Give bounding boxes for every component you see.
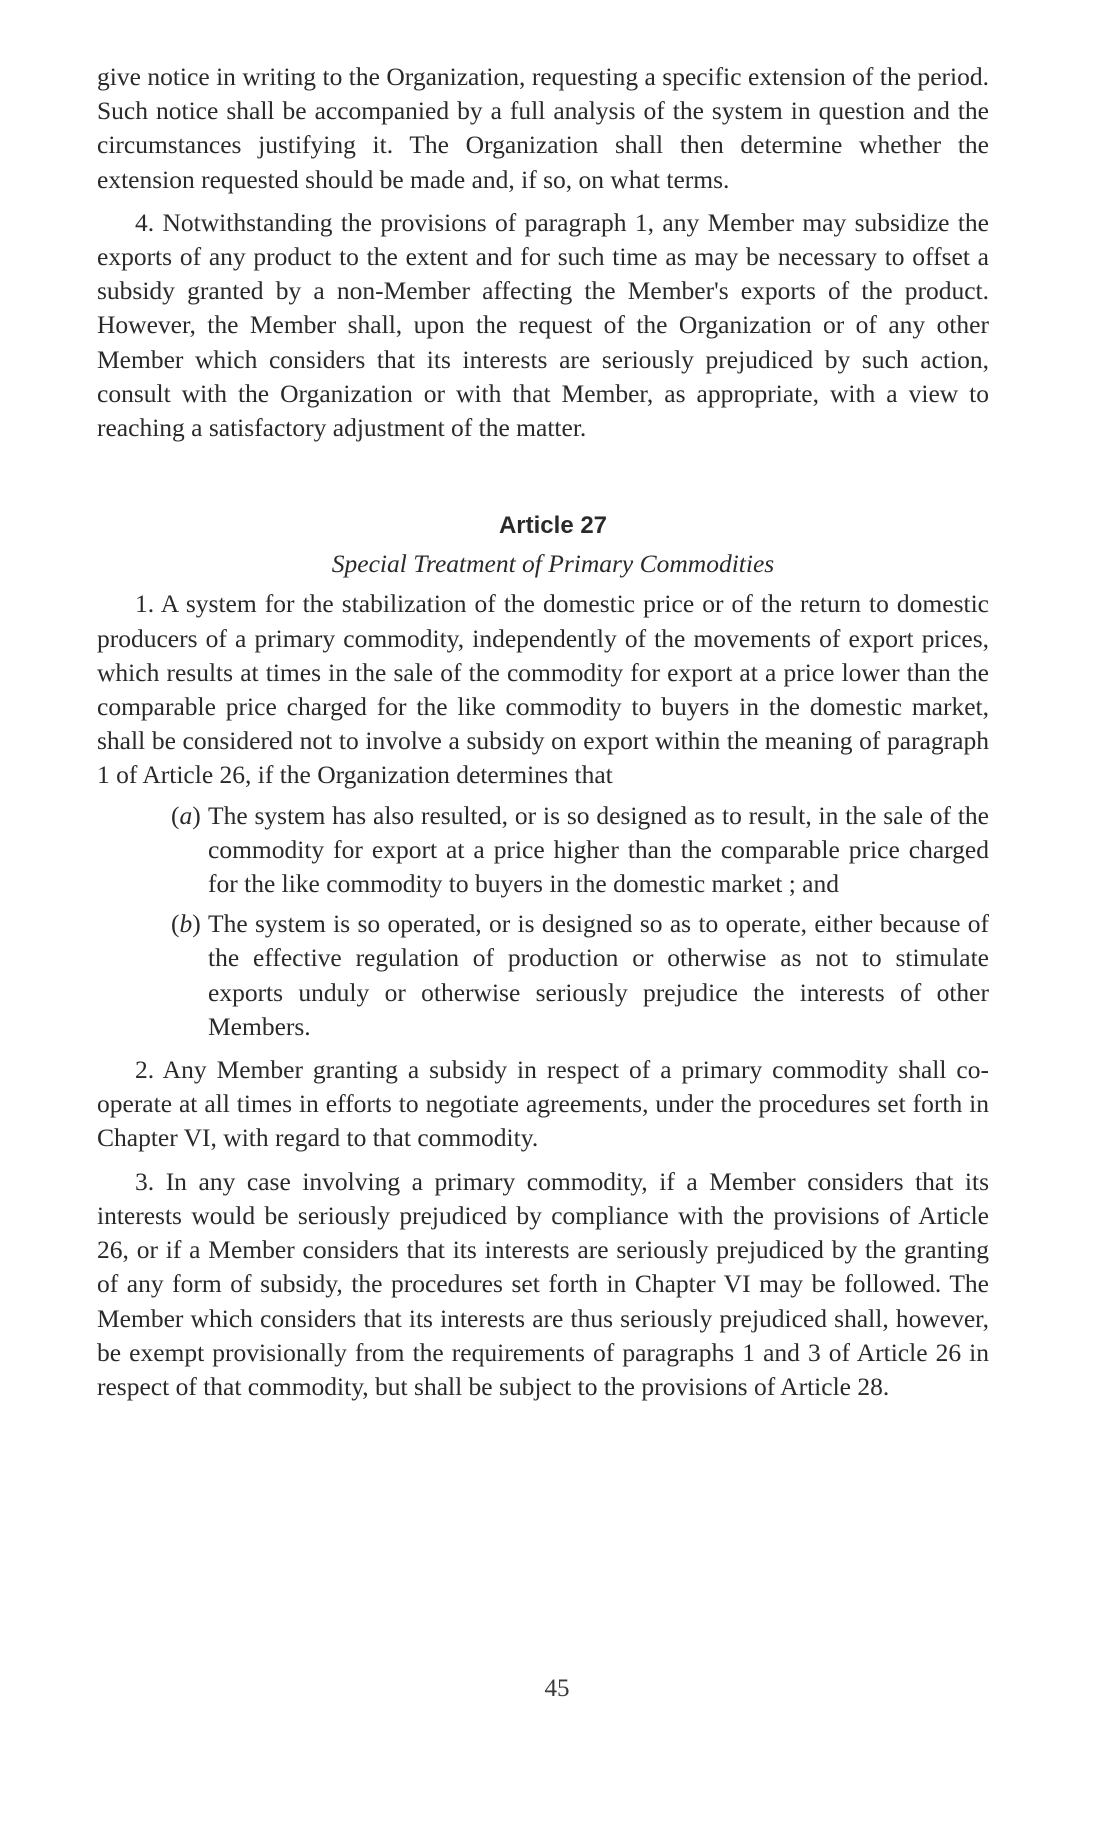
- article-paragraph-2: 2. Any Member granting a subsidy in respect of a primary commodity shall co-operate at all times in efforts to negotiate agreements, under the procedures set forth in Chapter VI, with regard to that commodity.: [97, 1055, 989, 1153]
- list-item-text: The system has also resulted, or is so designed as to result, in the sale of the commodity for export at a price higher than the comparable price charged for the like commodity to buyers in the domestic market ; and: [208, 800, 989, 899]
- article-subtitle: Special Treatment of Primary Commodities: [331, 549, 775, 579]
- article-paragraph-3: 3. In any case involving a primary commodity, if a Member considers that its interests would be seriously prejudiced by compliance with the provisions of Article 26, or if a Member considers that its interests are seriously prejudiced by the granting of any form of subsidy, the procedures set forth in Chapter VI may be followed. The Member which considers that its interests are thus seriously prejudiced shall, however, be exempt provisionally from the requirements of paragraphs 1 and 3 of Article 26 in respect of that commodity, but shall be subject to the provisions of Article 28.: [97, 1166, 989, 1401]
- list-item-label: (b): [171, 909, 201, 939]
- list-item-label: (a): [171, 800, 201, 830]
- document-page: [97, 60, 989, 1404]
- list-item-b: [97, 907, 989, 1044]
- page-number: 45: [544, 1675, 570, 1702]
- list-item-text: The system is so operated, or is designed so as to operate, either because of the effective regulation of production or otherwise as not to stimulate exports unduly or otherwise seriously prejudice the interests of other Members.: [208, 909, 989, 1041]
- article-heading: Article 27: [498, 512, 608, 540]
- list-item-a: [97, 799, 989, 902]
- paragraph-4: 4. Notwithstanding the provisions of paragraph 1, any Member may subsidize the exports of any product to the extent and for such time as may be necessary to offset a subsidy granted by a non-Member affecting the Member's exports of the product. However, the Member shall, upon the request of the Organization or of any other Member which considers that its interests are seriously prejudiced by such action, consult with the Organization or with that Member, as appropriate, with a view to reaching a satisfactory adjustment of the matter.: [97, 207, 989, 443]
- continuation-paragraph: give notice in writing to the Organization, requesting a specific extension of the period. Such notice shall be accompanied by a full analysis of the system in question and the circumstances justifying it. The Organization shall then determine whether the extension requested should be made and, if so, on what terms.: [97, 62, 989, 194]
- article-paragraph-1: 1. A system for the stabilization of the domestic price or of the return to domestic producers of a primary commodity, independently of the movements of export prices, which results at times in the sale of the commodity for export at a price lower than the comparable price charged for the like commodity to buyers in the domestic market, shall be considered not to involve a subsidy on export within the meaning of paragraph 1 of Article 26, if the Organization determines that: [97, 589, 989, 790]
